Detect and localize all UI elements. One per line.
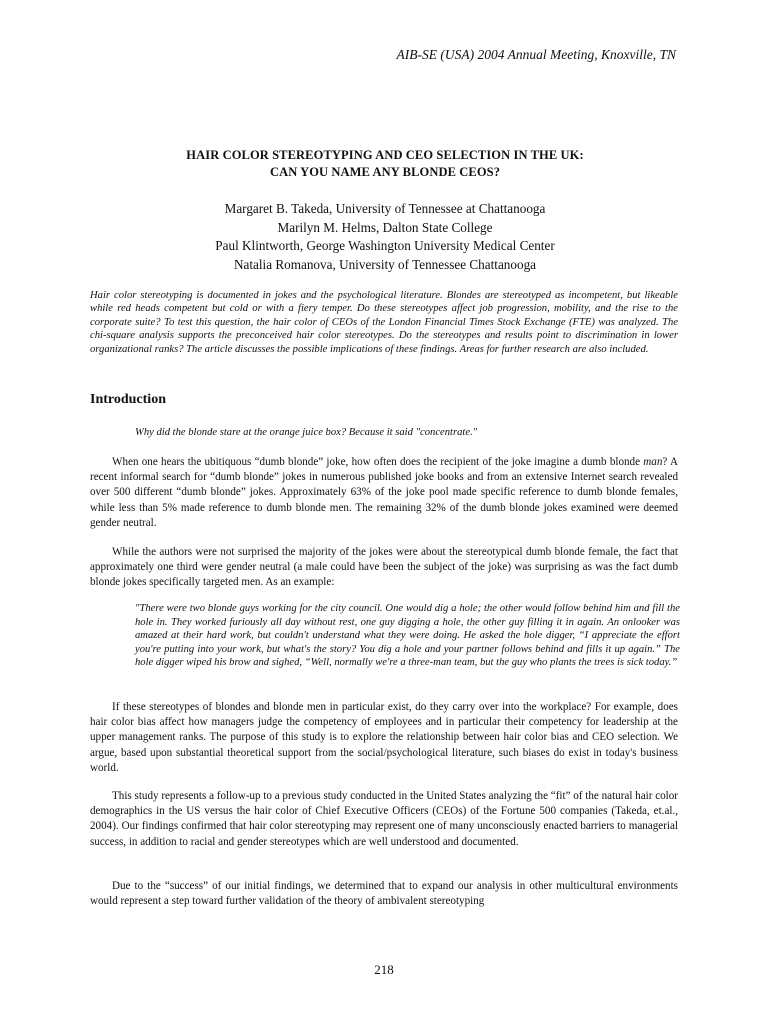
page-number: 218 [374, 962, 394, 977]
body-paragraph: This study represents a follow-up to a previous study conducted in the United States analyzing the “fit” of the natural hair color demographics in the US versus the hair color of Chief Executive Officers (CEOs) of the Fortune 500 companies (Takeda, et.al., 2004). Our findings confirmed that hair color stereotyping may represent one of many unconsciously enacted barriers to managerial success, in addition to racial and gender stereotypes which are well understood and documented. [90, 790, 678, 848]
section-heading-introduction: Introduction [90, 392, 166, 407]
block-quote: "There were two blonde guys working for the city council. One would dig a hole; the other would follow behind him and fill the hole in. They worked furiously all day without rest, one guy digging a hole, the other guy filling it in again. An onlooker was amazed at their hard work, but couldn't understand what they were doing. He asked the hole digger, “I appreciate the effort you're putting into your work, but what's the story? You dig a hole and your partner follows behind and fills it up again.” The hole digger wiped his brow and sighed, “Well, normally we're a three-man team, but the guy who plants the trees is sick today.” [135, 603, 680, 668]
abstract: Hair color stereotyping is documented in jokes and the psychological literature. Blondes are stereotyped as incompetent, but likeable while red heads competent but cold or with a fiery temper. Do these stereotypes affect job progression, mobility, and the rise to the corporate suite? To test this question, the hair color of CEOs of the London Financial Times Stock Exchange (FTE) was analyzed. The chi-square analysis supports the preconceived hair color stereotypes. Do the stereotypes and results point to discrimination in lower organizational ranks? The article discusses the possible implications of these findings. Areas for further research are also included. [90, 290, 678, 355]
author-line: Natalia Romanova, University of Tennessee Chattanooga [233, 256, 537, 272]
epigraph: Why did the blonde stare at the orange juice box? Because it said "concentrate." [135, 427, 478, 438]
body-paragraph [90, 455, 678, 531]
paragraph-text: When one hears the ubitiquous “dumb blonde” joke, how often does the recipient of the joke imagine a dumb blonde [112, 456, 644, 468]
author-line: Paul Klintworth, George Washington University Medical Center [215, 238, 555, 253]
paper-title [90, 147, 680, 181]
paper-title-line-2: CAN YOU NAME ANY BLONDE CEOS? [269, 165, 501, 179]
body-paragraph: If these stereotypes of blondes and blonde men in particular exist, do they carry over into the workplace? For example, does hair color bias affect how managers judge the competency of employees and in particular their competency for leadership at the upper management ranks. The purpose of this study is to explore the relationship between hair color bias and CEO selection. We argue, based upon substantial theoretical support from the social/psychological literature, such biases do exist in today's business world. [90, 701, 678, 774]
author-line: Marilyn M. Helms, Dalton State College [277, 219, 493, 235]
author-list [90, 200, 680, 274]
running-header: AIB-SE (USA) 2004 Annual Meeting, Knoxville, TN [396, 47, 676, 62]
author-line: Margaret B. Takeda, University of Tennessee at Chattanooga [224, 201, 546, 216]
paper-title-line-1: HAIR COLOR STEREOTYPING AND CEO SELECTION IN THE UK: [186, 148, 584, 162]
body-paragraph: While the authors were not surprised the majority of the jokes were about the stereotypical dumb blonde female, the fact that approximately one third were gender neutral (a male could have been the subject of the joke) was surprising as was the fact dumb blonde jokes specifically targeted men. As an example: [90, 546, 678, 589]
paragraph-text: ? A recent informal search for “dumb blonde” jokes in numerous published joke books and from an extensive Internet search revealed over 500 different “dumb blonde” jokes. Approximately 63% of the joke pool made specific reference to dumb blonde females, while less than 5% made reference to dumb blonde men. The remaining 32% of the dumb blonde jokes examined were deemed gender neutral. [90, 456, 678, 529]
emphasis-text: man [643, 456, 663, 468]
body-paragraph: Due to the “success” of our initial findings, we determined that to expand our analysis in other multicultural environments would represent a step toward further validation of the theory of ambivalent stereotyping [90, 880, 678, 908]
